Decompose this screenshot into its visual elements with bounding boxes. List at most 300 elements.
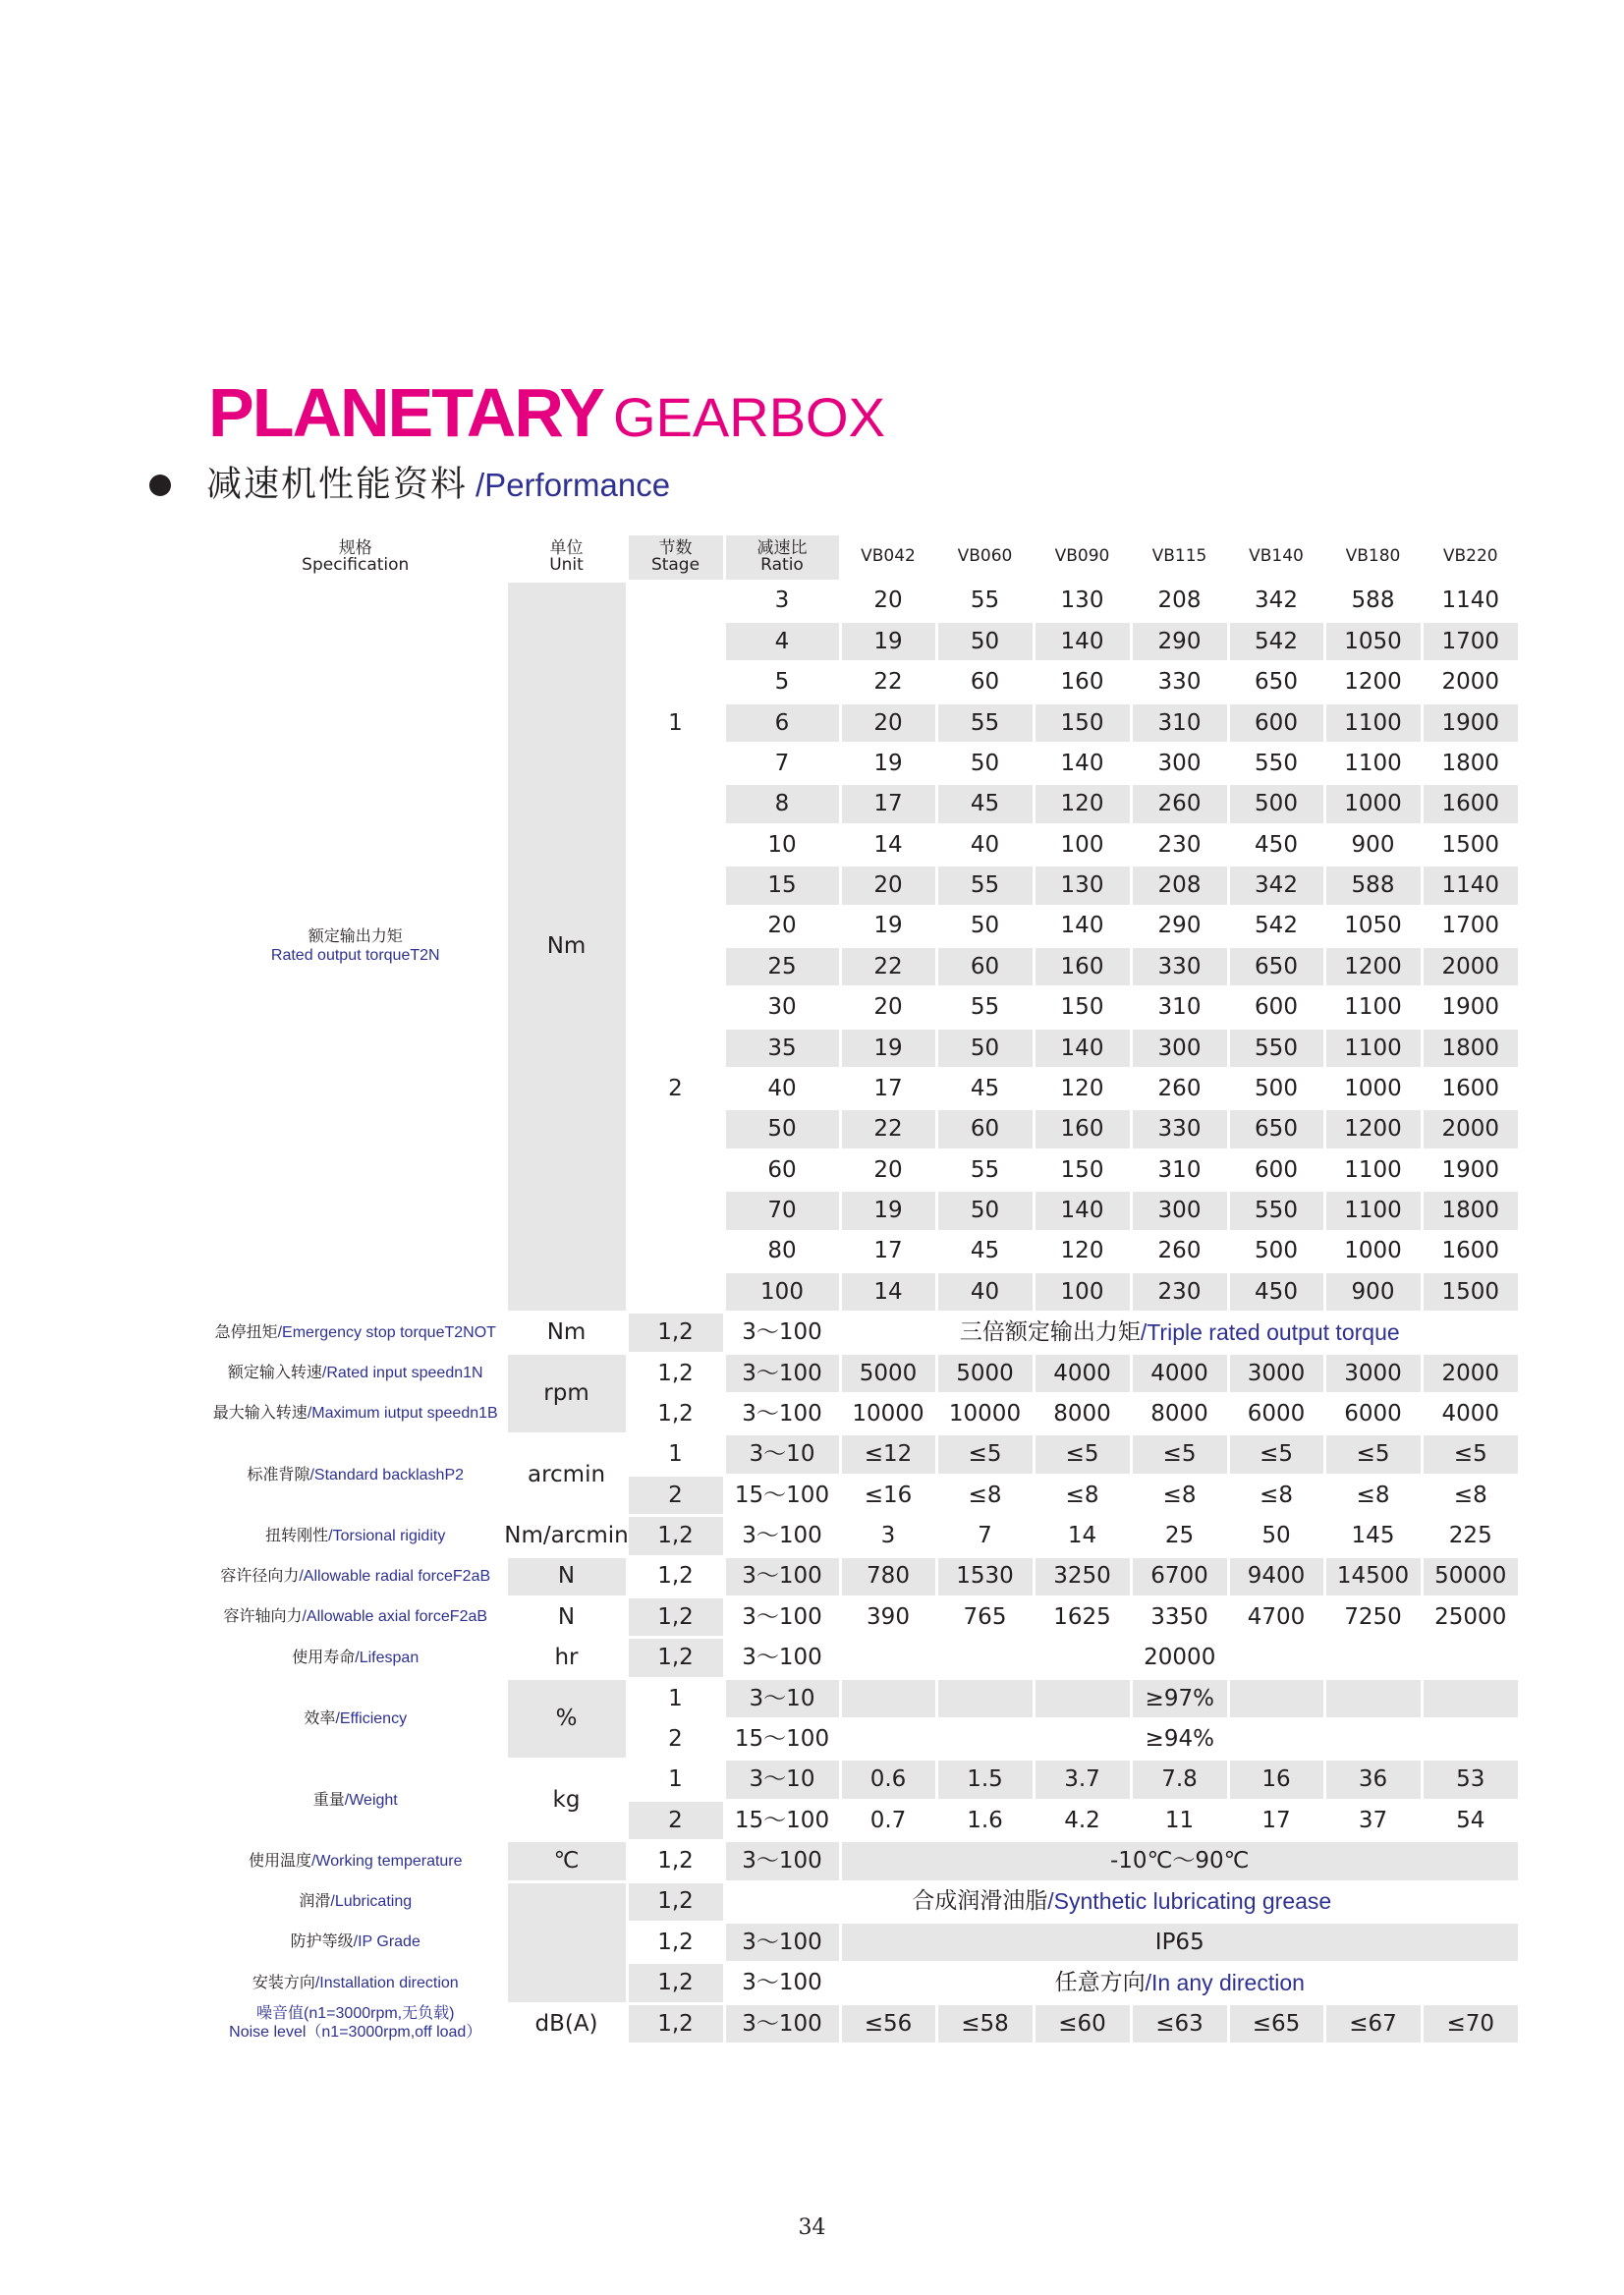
backlash-label-cn: 标准背隙 bbox=[247, 1464, 310, 1483]
torque-value: 1100 bbox=[1326, 704, 1421, 742]
efficiency-label bbox=[206, 1680, 505, 1759]
torque-ratio: 10 bbox=[767, 831, 797, 858]
rated_speed-value: 4000 bbox=[1133, 1355, 1227, 1392]
torque-value: 50 bbox=[938, 1192, 1033, 1229]
weight-value: 4.2 bbox=[1064, 1807, 1100, 1833]
torque-value: 130 bbox=[1060, 588, 1104, 614]
emergency-label-en: /Emergency stop torque bbox=[277, 1323, 445, 1341]
max_speed-ratio: 3～100 bbox=[742, 1400, 822, 1427]
torque-value: 300 bbox=[1157, 750, 1202, 776]
backlash-value: ≤8 bbox=[1453, 1482, 1487, 1508]
rigidity-value: 50 bbox=[1261, 1523, 1291, 1549]
torque-value: 60 bbox=[970, 669, 1000, 696]
emergency-label-cn: 急停扭矩 bbox=[214, 1321, 278, 1341]
header-ratio-cn: 减速比 bbox=[756, 538, 808, 559]
header-unit-cn: 单位 bbox=[549, 538, 584, 559]
torque-value: 1700 bbox=[1441, 913, 1500, 939]
page-title bbox=[208, 374, 885, 451]
torque-value: 1000 bbox=[1326, 785, 1421, 822]
torque-value: 1000 bbox=[1344, 1238, 1402, 1264]
backlash-value: ≤12 bbox=[842, 1435, 935, 1473]
axial-value: 4700 bbox=[1247, 1603, 1306, 1630]
torque-value: 542 bbox=[1255, 913, 1298, 939]
torque-value: 542 bbox=[1230, 623, 1323, 660]
torque-value: 1100 bbox=[1344, 1156, 1402, 1183]
ip-value: IP65 bbox=[842, 1924, 1519, 1961]
rigidity-value: 7 bbox=[978, 1523, 992, 1549]
max_speed-value: 4000 bbox=[1441, 1400, 1500, 1427]
temperature-label-cn: 使用温度 bbox=[248, 1850, 311, 1870]
installation-stage: 1,2 bbox=[629, 1964, 723, 2001]
torque-value: 150 bbox=[1036, 704, 1130, 742]
header-ratio bbox=[726, 535, 839, 580]
torque-value: 19 bbox=[842, 1030, 935, 1067]
rated_speed-label-sub: 1N bbox=[463, 1365, 483, 1382]
torque-value: 140 bbox=[1060, 913, 1104, 939]
backlash-value: ≤16 bbox=[864, 1482, 913, 1508]
torque-ratio: 35 bbox=[726, 1030, 839, 1067]
temperature-ratio: 3～100 bbox=[726, 1842, 839, 1879]
radial-value: 3250 bbox=[1036, 1558, 1130, 1595]
temperature-unit: ℃ bbox=[508, 1842, 626, 1879]
ip-label-en: /IP Grade bbox=[353, 1933, 420, 1951]
backlash-unit: arcmin bbox=[527, 1462, 606, 1488]
torque-value: 2000 bbox=[1424, 948, 1519, 985]
header-model: VB060 bbox=[957, 546, 1013, 567]
rigidity-value: 225 bbox=[1448, 1523, 1492, 1549]
lifespan-label bbox=[206, 1639, 505, 1676]
weight-label bbox=[206, 1761, 505, 1839]
torque-ratio: 8 bbox=[726, 785, 839, 822]
radial-ratio: 3～100 bbox=[726, 1558, 839, 1595]
header-spec-en: Specification bbox=[302, 555, 410, 576]
torque-value: 900 bbox=[1351, 831, 1395, 858]
radial-label-sym: F bbox=[452, 1567, 463, 1585]
torque-value: 1100 bbox=[1326, 1192, 1421, 1229]
rated_speed-stage: 1,2 bbox=[657, 1360, 694, 1386]
torque-value: 310 bbox=[1133, 704, 1227, 742]
weight-label-cn: 重量 bbox=[312, 1789, 345, 1809]
axial-value: 765 bbox=[963, 1603, 1007, 1630]
max_speed-value: 8000 bbox=[1150, 1400, 1208, 1427]
axial-ratio: 3～100 bbox=[742, 1603, 822, 1630]
installation-value-en: /In any direction bbox=[1145, 1970, 1305, 1996]
torque-value: 1100 bbox=[1344, 994, 1402, 1021]
torque-value: 260 bbox=[1157, 1238, 1202, 1264]
noise-value: ≤58 bbox=[938, 2005, 1033, 2043]
torque-value: 140 bbox=[1036, 1030, 1130, 1067]
lubricating-stage: 1,2 bbox=[629, 1883, 723, 1921]
torque-value: 310 bbox=[1157, 994, 1202, 1021]
torque-value: 1800 bbox=[1424, 1030, 1519, 1067]
rigidity-stage: 1,2 bbox=[629, 1517, 723, 1554]
torque-ratio: 70 bbox=[726, 1192, 839, 1229]
header-model: VB115 bbox=[1151, 546, 1207, 567]
efficiency-label-en: /Efficiency bbox=[335, 1709, 408, 1727]
torque-value: 1500 bbox=[1441, 831, 1500, 858]
radial-value: 780 bbox=[842, 1558, 935, 1595]
radial-value: 1530 bbox=[938, 1558, 1033, 1595]
emergency-value bbox=[842, 1314, 1519, 1351]
torque-value: 160 bbox=[1036, 1110, 1130, 1148]
lifespan-label-en: /Lifespan bbox=[355, 1649, 420, 1666]
torque-value: 160 bbox=[1060, 669, 1104, 696]
torque-value: 45 bbox=[970, 1075, 1000, 1101]
noise-label-cn: 噪音值(n1=3000rpm,无负载) bbox=[256, 2005, 455, 2023]
emergency-stage: 1,2 bbox=[629, 1314, 723, 1351]
torque-value: 20 bbox=[873, 588, 903, 614]
rated_speed-value: 2000 bbox=[1424, 1355, 1519, 1392]
backlash-ratio: 3～10 bbox=[726, 1435, 839, 1473]
ip-stage: 1,2 bbox=[657, 1929, 694, 1955]
ip-label-cn: 防护等级 bbox=[290, 1931, 354, 1951]
torque-value: 1000 bbox=[1344, 1075, 1402, 1101]
rated_speed-label-sym: n bbox=[454, 1365, 464, 1382]
title-sub: GEARBOX bbox=[613, 386, 885, 448]
radial-value: 14500 bbox=[1326, 1558, 1421, 1595]
torque-value: 2000 bbox=[1441, 669, 1500, 696]
axial-unit: N bbox=[557, 1603, 576, 1630]
header-stage-cn: 节数 bbox=[658, 538, 693, 559]
torque-value: 19 bbox=[873, 750, 903, 776]
torque-value: 50 bbox=[970, 750, 1000, 776]
installation-value-cn: 任意方向 bbox=[1054, 1970, 1146, 1996]
max_speed-value: 6000 bbox=[1247, 1400, 1306, 1427]
torque-value: 900 bbox=[1326, 1273, 1421, 1311]
backlash-ratio: 15～100 bbox=[734, 1482, 830, 1508]
torque-ratio: 4 bbox=[726, 623, 839, 660]
torque-label-sym: T bbox=[410, 946, 420, 964]
header-model: VB180 bbox=[1345, 546, 1401, 567]
backlash-value: ≤5 bbox=[938, 1435, 1033, 1473]
torque-value: 300 bbox=[1133, 1030, 1227, 1067]
torque-value: 208 bbox=[1133, 867, 1227, 904]
efficiency-stage: 1 bbox=[668, 1685, 683, 1711]
noise-value: ≤56 bbox=[842, 2005, 935, 2043]
max_speed-label-sym: n bbox=[470, 1405, 479, 1423]
emergency-label-sym: T bbox=[444, 1323, 455, 1341]
torque-value: 14 bbox=[873, 831, 903, 858]
torque-ratio: 3 bbox=[774, 588, 790, 614]
backlash-value: ≤8 bbox=[1065, 1482, 1099, 1508]
torque-value: 1100 bbox=[1326, 1030, 1421, 1067]
torque-value: 450 bbox=[1255, 831, 1298, 858]
emergency-value-en: /Triple rated output torque bbox=[1140, 1319, 1400, 1346]
backlash-label-en: /Standard backlash bbox=[309, 1466, 445, 1483]
lifespan-stage: 1,2 bbox=[629, 1639, 723, 1676]
max_speed-value: 10000 bbox=[852, 1400, 924, 1427]
header-stage-en: Stage bbox=[650, 555, 700, 576]
emergency-unit: Nm bbox=[546, 1319, 587, 1346]
torque-value: 22 bbox=[873, 669, 903, 696]
torque-value: 500 bbox=[1255, 1075, 1298, 1101]
torque-value: 1140 bbox=[1424, 867, 1519, 904]
torque-value: 1200 bbox=[1344, 669, 1402, 696]
section-heading bbox=[149, 460, 670, 509]
lubricating-label bbox=[206, 1883, 505, 1921]
page-number: 34 bbox=[798, 2215, 826, 2240]
torque-value: 230 bbox=[1133, 1273, 1227, 1311]
torque-value: 20 bbox=[873, 994, 903, 1021]
max_speed-value: 10000 bbox=[948, 1400, 1022, 1427]
torque-ratio: 25 bbox=[726, 948, 839, 985]
max_speed-label-cn: 最大输入转速 bbox=[212, 1403, 308, 1423]
torque-value: 150 bbox=[1060, 1156, 1104, 1183]
efficiency-ratio: 15～100 bbox=[734, 1725, 830, 1752]
temperature-label bbox=[206, 1842, 505, 1879]
rigidity-value: 3 bbox=[880, 1523, 896, 1549]
torque-value: 60 bbox=[938, 948, 1033, 985]
torque-value: 100 bbox=[1060, 831, 1104, 858]
torque-value: 40 bbox=[938, 1273, 1033, 1311]
ip-ratio: 3～100 bbox=[726, 1924, 839, 1961]
max_speed-stage: 1,2 bbox=[657, 1400, 694, 1427]
torque-value: 260 bbox=[1133, 785, 1227, 822]
weight-value: 1.6 bbox=[967, 1807, 1003, 1833]
torque-value: 500 bbox=[1230, 785, 1323, 822]
torque-value: 1050 bbox=[1344, 913, 1402, 939]
torque-value: 450 bbox=[1230, 1273, 1323, 1311]
installation-label-cn: 安装方向 bbox=[252, 1972, 315, 1991]
installation-value bbox=[842, 1964, 1519, 2001]
rated_speed-label bbox=[206, 1355, 505, 1392]
noise-value: ≤70 bbox=[1424, 2005, 1519, 2043]
noise-value: ≤65 bbox=[1230, 2005, 1323, 2043]
section-heading-en: /Performance bbox=[476, 466, 671, 503]
backlash-value: ≤8 bbox=[1260, 1482, 1293, 1508]
backlash-value: ≤5 bbox=[1424, 1435, 1519, 1473]
emergency-value-cn: 三倍额定输出力矩 bbox=[959, 1319, 1141, 1346]
header-model: VB140 bbox=[1249, 546, 1304, 567]
backlash-value: ≤5 bbox=[1036, 1435, 1130, 1473]
lubricating-value bbox=[726, 1883, 1519, 1921]
rigidity-value: 145 bbox=[1351, 1523, 1395, 1549]
torque-value: 342 bbox=[1230, 867, 1323, 904]
weight-ratio: 15～100 bbox=[734, 1807, 830, 1833]
torque-ratio: 5 bbox=[774, 669, 790, 696]
backlash-stage: 1 bbox=[668, 1441, 683, 1468]
torque-value: 1600 bbox=[1441, 1238, 1500, 1264]
torque-ratio: 40 bbox=[767, 1075, 797, 1101]
weight-value: 16 bbox=[1230, 1761, 1323, 1798]
torque-value: 330 bbox=[1157, 669, 1202, 696]
torque-value: 1800 bbox=[1441, 750, 1500, 776]
performance-table bbox=[206, 535, 1518, 2048]
lubricating-value-en: /Synthetic lubricating grease bbox=[1047, 1888, 1332, 1915]
efficiency-ratio: 3～10 bbox=[726, 1680, 839, 1717]
lubricating-label-cn: 润滑 bbox=[299, 1890, 331, 1910]
torque-value: 260 bbox=[1157, 1075, 1202, 1101]
torque-value: 22 bbox=[842, 1110, 935, 1148]
title-main: PLANETARY bbox=[208, 374, 603, 451]
torque-value: 1050 bbox=[1326, 623, 1421, 660]
torque-value: 230 bbox=[1157, 831, 1202, 858]
weight-unit: kg bbox=[552, 1787, 581, 1814]
header-spec-cn: 规格 bbox=[338, 538, 372, 559]
torque-value: 55 bbox=[970, 1156, 1000, 1183]
torque-value: 150 bbox=[1060, 994, 1104, 1021]
axial-value: 25000 bbox=[1434, 1603, 1507, 1630]
torque-value: 19 bbox=[842, 1192, 935, 1229]
axial-value: 1625 bbox=[1053, 1603, 1111, 1630]
max_speed-value: 8000 bbox=[1053, 1400, 1111, 1427]
misc-unit bbox=[508, 1883, 626, 2002]
torque-value: 120 bbox=[1060, 1075, 1104, 1101]
torque-value: 600 bbox=[1255, 994, 1298, 1021]
axial-stage: 1,2 bbox=[629, 1598, 723, 1636]
torque-value: 100 bbox=[1036, 1273, 1130, 1311]
weight-value: 0.6 bbox=[842, 1761, 935, 1798]
torque-value: 120 bbox=[1036, 785, 1130, 822]
torque-value: 140 bbox=[1060, 750, 1104, 776]
torque-value: 140 bbox=[1036, 623, 1130, 660]
torque-value: 17 bbox=[873, 1075, 903, 1101]
lifespan-ratio: 3～100 bbox=[742, 1645, 822, 1671]
torque-value: 550 bbox=[1230, 1192, 1323, 1229]
header-stage bbox=[629, 535, 723, 580]
axial-label-sym: F bbox=[449, 1608, 460, 1626]
ip-label bbox=[206, 1924, 505, 1961]
torque-value: 1900 bbox=[1441, 994, 1500, 1021]
rated_speed-label-cn: 额定输入转速 bbox=[227, 1363, 322, 1382]
efficiency-label-cn: 效率 bbox=[304, 1707, 336, 1727]
rigidity-unit: Nm/arcmin bbox=[504, 1523, 629, 1549]
noise-label bbox=[206, 2005, 505, 2043]
torque-value: 140 bbox=[1036, 1192, 1130, 1229]
torque-value: 650 bbox=[1230, 1110, 1323, 1148]
torque-value: 55 bbox=[938, 867, 1033, 904]
torque-value: 588 bbox=[1326, 867, 1421, 904]
torque-label bbox=[206, 583, 505, 1312]
torque-value: 1600 bbox=[1424, 785, 1519, 822]
header-spec bbox=[206, 535, 505, 580]
torque-unit: Nm bbox=[508, 583, 626, 1312]
weight-value: 37 bbox=[1358, 1807, 1388, 1833]
radial-value: 6700 bbox=[1133, 1558, 1227, 1595]
torque-value: 1200 bbox=[1326, 948, 1421, 985]
axial-label-en: /Allowable axial force bbox=[302, 1608, 450, 1626]
lifespan-unit: hr bbox=[554, 1645, 579, 1671]
lifespan-value: 20000 bbox=[1144, 1645, 1216, 1671]
lifespan-label-cn: 使用寿命 bbox=[292, 1647, 356, 1666]
torque-ratio: 30 bbox=[767, 994, 797, 1021]
torque-value: 50 bbox=[970, 913, 1000, 939]
backlash-value: ≤8 bbox=[1356, 1482, 1390, 1508]
rigidity-label-cn: 扭转刚性 bbox=[265, 1525, 329, 1544]
rigidity-value: 25 bbox=[1164, 1523, 1195, 1549]
torque-ratio: 15 bbox=[726, 867, 839, 904]
header-unit bbox=[508, 535, 626, 580]
torque-value: 20 bbox=[842, 867, 935, 904]
rated_speed-value: 3000 bbox=[1326, 1355, 1421, 1392]
torque-value: 55 bbox=[938, 704, 1033, 742]
torque-value: 17 bbox=[842, 785, 935, 822]
weight-stage: 1 bbox=[668, 1766, 683, 1793]
temperature-stage: 1,2 bbox=[657, 1848, 694, 1875]
torque-value: 60 bbox=[938, 1110, 1033, 1148]
torque-value: 550 bbox=[1230, 1030, 1323, 1067]
weight-value: 17 bbox=[1261, 1807, 1291, 1833]
weight-value: 7.8 bbox=[1133, 1761, 1227, 1798]
lubricating-value-cn: 合成润滑油脂 bbox=[912, 1888, 1048, 1915]
torque-value: 1900 bbox=[1441, 1156, 1500, 1183]
backlash-label-sym: P2 bbox=[444, 1466, 465, 1483]
torque-ratio: 80 bbox=[767, 1238, 797, 1264]
torque-value: 55 bbox=[970, 994, 1000, 1021]
weight-value: 54 bbox=[1456, 1807, 1485, 1833]
radial-label-sub: 2aB bbox=[462, 1567, 491, 1585]
header-unit-en: Unit bbox=[549, 555, 584, 576]
backlash-value: ≤8 bbox=[968, 1482, 1002, 1508]
weight-value: 53 bbox=[1424, 1761, 1519, 1798]
torque-label-cn: 额定输出力矩 bbox=[308, 926, 403, 946]
torque-value: 330 bbox=[1133, 1110, 1227, 1148]
torque-label-sub: 2N bbox=[420, 946, 440, 964]
efficiency-unit: % bbox=[508, 1680, 626, 1759]
header-model: VB090 bbox=[1054, 546, 1110, 567]
torque-value: 310 bbox=[1157, 1156, 1202, 1183]
weight-value: 36 bbox=[1326, 1761, 1421, 1798]
backlash-value: ≤5 bbox=[1230, 1435, 1323, 1473]
max_speed-label-sub: 1B bbox=[478, 1405, 498, 1423]
noise-value: ≤63 bbox=[1133, 2005, 1227, 2043]
axial-value: 7250 bbox=[1344, 1603, 1402, 1630]
rated_speed-label-en: /Rated input speed bbox=[321, 1365, 455, 1382]
radial-stage: 1,2 bbox=[657, 1563, 694, 1590]
emergency-ratio: 3～100 bbox=[742, 1319, 822, 1346]
torque-value: 14 bbox=[842, 1273, 935, 1311]
header-ratio-en: Ratio bbox=[760, 555, 804, 576]
torque-value: 290 bbox=[1157, 913, 1202, 939]
weight-value: 0.7 bbox=[869, 1807, 907, 1833]
torque-value: 40 bbox=[970, 831, 1000, 858]
torque-value: 55 bbox=[970, 588, 1000, 614]
radial-label-en: /Allowable radial force bbox=[299, 1567, 453, 1585]
torque-value: 290 bbox=[1133, 623, 1227, 660]
noise-value: ≤67 bbox=[1326, 2005, 1421, 2043]
torque-ratio: 100 bbox=[726, 1273, 839, 1311]
weight-ratio: 3～10 bbox=[726, 1761, 839, 1798]
torque-stage-1: 1 bbox=[668, 709, 683, 736]
torque-ratio: 7 bbox=[774, 750, 790, 776]
efficiency-value: ≥97% bbox=[1145, 1685, 1214, 1711]
torque-value: 120 bbox=[1060, 1238, 1104, 1264]
temperature-value: -10℃～90℃ bbox=[842, 1842, 1519, 1879]
torque-value: 130 bbox=[1036, 867, 1130, 904]
axial-label bbox=[206, 1598, 505, 1636]
torque-value: 650 bbox=[1255, 669, 1298, 696]
torque-value: 22 bbox=[842, 948, 935, 985]
torque-ratio: 20 bbox=[767, 913, 797, 939]
torque-value: 19 bbox=[873, 913, 903, 939]
torque-value: 50 bbox=[938, 623, 1033, 660]
installation-label-en: /Installation direction bbox=[314, 1974, 459, 1991]
weight-value: 1.5 bbox=[938, 1761, 1033, 1798]
backlash-value: ≤5 bbox=[1133, 1435, 1227, 1473]
max_speed-label-en: /Maximum iutput speed bbox=[307, 1405, 471, 1423]
torque-value: 50 bbox=[938, 1030, 1033, 1067]
header-model: VB220 bbox=[1442, 546, 1498, 567]
torque-ratio: 50 bbox=[726, 1110, 839, 1148]
rigidity-label-en: /Torsional rigidity bbox=[328, 1527, 446, 1544]
backlash-label bbox=[206, 1435, 505, 1514]
torque-value: 600 bbox=[1255, 1156, 1298, 1183]
torque-value: 45 bbox=[970, 1238, 1000, 1264]
torque-value: 2000 bbox=[1424, 1110, 1519, 1148]
bullet-icon bbox=[149, 475, 171, 496]
section-heading-cn: 减速机性能资料 bbox=[206, 464, 469, 505]
header-model: VB042 bbox=[861, 546, 916, 567]
